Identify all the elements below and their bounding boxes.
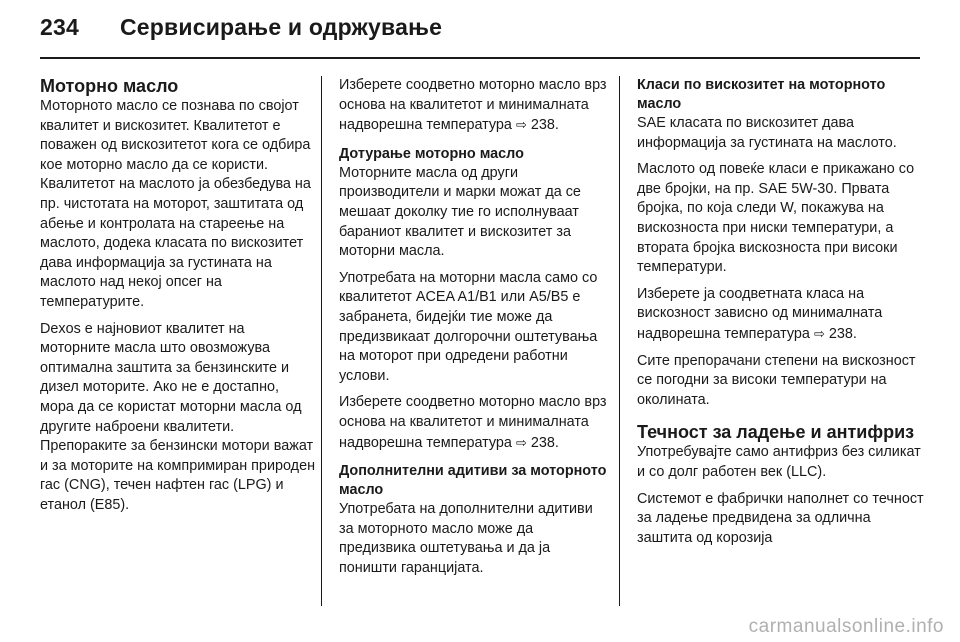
heading-viscosity-classes: Класи по вискозитет на моторното масло (637, 77, 886, 112)
column-2 (339, 76, 607, 585)
paragraph: Употребата на моторни масла само со квалитетот ACEA A1/B1 или A5/B5 е забранета, бидејќи тие може да предизвикаат долгорочни оштетувања на моторот при одредени работни услови. (339, 269, 598, 384)
heading-oil-additives: Дополнителни адитиви за моторното масло (339, 463, 607, 499)
page-reference[interactable]: 238. (530, 117, 559, 134)
column-3 (637, 76, 927, 555)
paragraph: SAE класата по вискозитет дава информација за густината на маслото. (637, 115, 897, 151)
paragraph: Моторните масла од други производители и марки можат да се мешаат доколку тие го исполнуваат бараниот квалитет и вискозитет за моторни масла. (339, 164, 581, 260)
paragraph: Изберете соодветно моторно масло врз основа на квалитетот и минималната надворешна температура ⇨ 238. (339, 77, 607, 134)
heading-coolant-antifreeze: Течност за ладење и антифриз (637, 422, 915, 443)
paragraph: Маслото од повеќе класи е прикажано со две бројки, на пр. SAE 5W-30. Првата бројка, по која следи W, покажува на вискозноста при ниски температури, а втората бројка вискозноста при високи температури. (637, 161, 915, 276)
page-reference[interactable]: 238. (530, 434, 559, 451)
header-rule (40, 57, 920, 59)
page-reference-arrow-icon: ⇨ (515, 434, 527, 450)
column-1 (40, 76, 316, 522)
paragraph: Dexos е најновиот квалитет на моторните масла што овозможува оптимална заштита за бензинските и дизел моторите. Ако не е достапно, мора да се користат моторни масла од другите наброени квалитети. Препораките за бензински мотори важат и за моторите на компримиран природен гас (CNG), течен нафтен гас (LPG) и етанол (E85). (40, 320, 316, 513)
paragraph: Изберете соодветно моторно масло врз основа на квалитетот и минималната надворешна температура ⇨ 238. (339, 394, 607, 451)
column-divider (619, 76, 620, 606)
paragraph: Изберете ја соодветната класа на вискозност зависно од минималната надворешна температура ⇨ 238. (637, 285, 883, 342)
paragraph: Системот е фабрички наполнет со течност за ладење предвидена за одлична заштита од корозија (637, 490, 924, 546)
page-number: 234 (40, 14, 79, 40)
paragraph: Употребувајте само антифриз без силикат и со долг работен век (LLC). (637, 444, 921, 480)
paragraph: Моторното масло се познава по својот квалитет и вискозитет. Квалитетот е поважен од вискозитетот кога се одбира кое моторно масло да се користи. Квалитетот на маслото ја обезбедува на пр. чистотата на моторот, заштитата од абење и контролата на стареење на маслото, додека класата по вискозитет дава информација за густината на маслото над некој опсег на температурите. (40, 98, 311, 310)
paragraph: Употребата на дополнителни адитиви за моторното масло може да предизвика оштетувања и да ја поништи гаранцијата. (339, 501, 593, 576)
heading-engine-oil: Моторно масло (40, 76, 179, 96)
watermark: carmanualsonline.info (748, 616, 944, 637)
section-title: Сервисирање и одржување (120, 14, 443, 40)
heading-topping-up-oil: Дотурање моторно масло (339, 145, 524, 162)
page-reference-arrow-icon: ⇨ (515, 117, 527, 133)
page-header (40, 14, 442, 41)
page-reference[interactable]: 238. (828, 325, 857, 342)
page-reference-arrow-icon: ⇨ (813, 325, 825, 341)
column-divider (321, 76, 322, 606)
paragraph: Сите препорачани степени на вискозност се погодни за високи температури на околината. (637, 352, 916, 408)
